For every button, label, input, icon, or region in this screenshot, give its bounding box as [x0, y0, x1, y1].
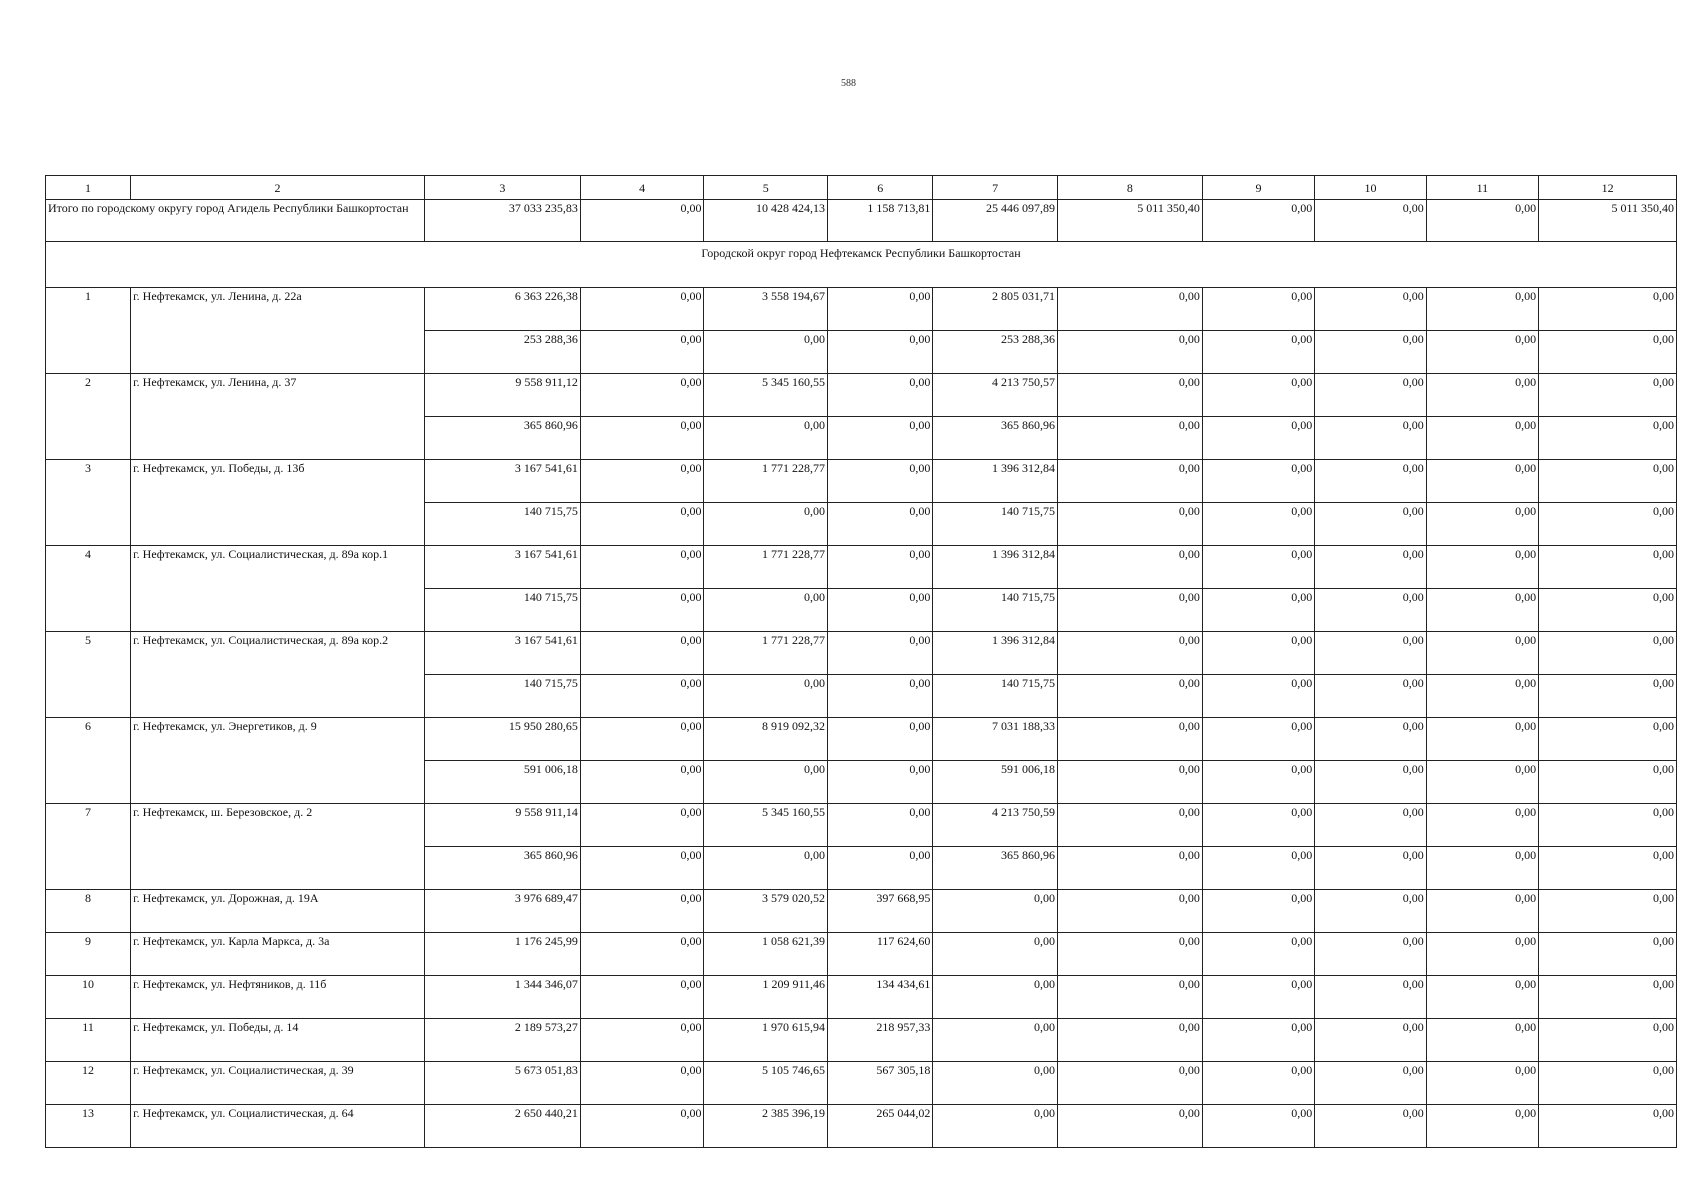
value-cell: 0,00: [1426, 804, 1538, 847]
value-cell: 0,00: [1315, 1019, 1426, 1062]
header-cell: 1: [46, 176, 131, 200]
value-cell: 0,00: [1315, 417, 1426, 460]
value-cell: 0,00: [1202, 933, 1314, 976]
value-cell: 0,00: [1426, 331, 1538, 374]
value-cell: 0,00: [828, 374, 933, 417]
value-cell: 2 805 031,71: [933, 288, 1058, 331]
value-cell: 0,00: [1202, 847, 1314, 890]
value-cell: 0,00: [580, 1019, 704, 1062]
value-cell: 0,00: [1539, 632, 1677, 675]
value-cell: 0,00: [1202, 761, 1314, 804]
value-cell: 265 044,02: [828, 1105, 933, 1148]
address-cell: г. Нефтекамск, ул. Энергетиков, д. 9: [131, 718, 425, 804]
value-cell: 3 976 689,47: [424, 890, 580, 933]
value-cell: 0,00: [1426, 1062, 1538, 1105]
value-cell: 218 957,33: [828, 1019, 933, 1062]
value-cell: 0,00: [580, 374, 704, 417]
value-cell: 0,00: [1539, 933, 1677, 976]
value-cell: 8 919 092,32: [704, 718, 828, 761]
value-cell: 0,00: [1539, 460, 1677, 503]
address-cell: г. Нефтекамск, ул. Карла Маркса, д. 3а: [131, 933, 425, 976]
total-value-cell: 10 428 424,13: [704, 200, 828, 242]
row-number-cell: 11: [46, 1019, 131, 1062]
header-cell: 2: [131, 176, 425, 200]
value-cell: 4 213 750,59: [933, 804, 1058, 847]
value-cell: 0,00: [1426, 460, 1538, 503]
address-cell: г. Нефтекамск, ул. Социалистическая, д. 39: [131, 1062, 425, 1105]
value-cell: 0,00: [828, 632, 933, 675]
value-cell: 0,00: [580, 675, 704, 718]
value-cell: 0,00: [1315, 374, 1426, 417]
value-cell: 2 650 440,21: [424, 1105, 580, 1148]
header-cell: 6: [828, 176, 933, 200]
table-row: [46, 804, 1677, 847]
value-cell: 15 950 280,65: [424, 718, 580, 761]
value-cell: 0,00: [1057, 374, 1202, 417]
row-number-cell: 3: [46, 460, 131, 546]
value-cell: 3 167 541,61: [424, 632, 580, 675]
value-cell: 0,00: [1315, 589, 1426, 632]
value-cell: 0,00: [1539, 847, 1677, 890]
value-cell: 140 715,75: [933, 675, 1058, 718]
value-cell: 397 668,95: [828, 890, 933, 933]
value-cell: 0,00: [1202, 1062, 1314, 1105]
value-cell: 0,00: [1202, 675, 1314, 718]
value-cell: 0,00: [1539, 288, 1677, 331]
header-cell: 7: [933, 176, 1058, 200]
value-cell: 365 860,96: [933, 847, 1058, 890]
value-cell: 0,00: [828, 546, 933, 589]
value-cell: 9 558 911,12: [424, 374, 580, 417]
value-cell: 3 558 194,67: [704, 288, 828, 331]
value-cell: 1 970 615,94: [704, 1019, 828, 1062]
value-cell: 0,00: [1426, 847, 1538, 890]
value-cell: 0,00: [1315, 761, 1426, 804]
value-cell: 6 363 226,38: [424, 288, 580, 331]
value-cell: 1 771 228,77: [704, 632, 828, 675]
address-cell: г. Нефтекамск, ш. Березовское, д. 2: [131, 804, 425, 890]
row-number-cell: 2: [46, 374, 131, 460]
value-cell: 0,00: [1057, 933, 1202, 976]
value-cell: 0,00: [933, 933, 1058, 976]
total-value-cell: 25 446 097,89: [933, 200, 1058, 242]
page-number: 588: [841, 78, 856, 89]
value-cell: 0,00: [1539, 374, 1677, 417]
data-table: [45, 175, 1677, 1148]
row-number-cell: 9: [46, 933, 131, 976]
value-cell: 0,00: [1202, 1105, 1314, 1148]
value-cell: 0,00: [1057, 847, 1202, 890]
value-cell: 0,00: [933, 1019, 1058, 1062]
value-cell: 253 288,36: [933, 331, 1058, 374]
value-cell: 0,00: [580, 589, 704, 632]
table-row: [46, 976, 1677, 1019]
value-cell: 0,00: [1426, 933, 1538, 976]
value-cell: 0,00: [828, 718, 933, 761]
value-cell: 0,00: [1202, 1019, 1314, 1062]
address-cell: г. Нефтекамск, ул. Социалистическая, д. 89а кор.2: [131, 632, 425, 718]
value-cell: 0,00: [1315, 632, 1426, 675]
row-number-cell: 13: [46, 1105, 131, 1148]
value-cell: 0,00: [580, 546, 704, 589]
table-row: [46, 460, 1677, 503]
value-cell: 0,00: [1057, 1105, 1202, 1148]
value-cell: 0,00: [580, 288, 704, 331]
value-cell: 0,00: [828, 761, 933, 804]
value-cell: 1 396 312,84: [933, 460, 1058, 503]
value-cell: 0,00: [828, 675, 933, 718]
value-cell: 0,00: [1315, 1105, 1426, 1148]
value-cell: 0,00: [580, 417, 704, 460]
value-cell: 140 715,75: [424, 589, 580, 632]
value-cell: 0,00: [1539, 1019, 1677, 1062]
value-cell: 0,00: [1202, 503, 1314, 546]
value-cell: 0,00: [1539, 890, 1677, 933]
value-cell: 365 860,96: [424, 847, 580, 890]
value-cell: 9 558 911,14: [424, 804, 580, 847]
total-value-cell: 5 011 350,40: [1057, 200, 1202, 242]
value-cell: 0,00: [1315, 331, 1426, 374]
value-cell: 0,00: [580, 331, 704, 374]
value-cell: 0,00: [1057, 288, 1202, 331]
row-number-cell: 8: [46, 890, 131, 933]
value-cell: 0,00: [1315, 546, 1426, 589]
value-cell: 1 176 245,99: [424, 933, 580, 976]
value-cell: 0,00: [1539, 331, 1677, 374]
value-cell: 2 189 573,27: [424, 1019, 580, 1062]
value-cell: 0,00: [1426, 503, 1538, 546]
value-cell: 0,00: [1202, 589, 1314, 632]
value-cell: 1 771 228,77: [704, 546, 828, 589]
table-row: [46, 890, 1677, 933]
value-cell: 0,00: [1057, 1062, 1202, 1105]
value-cell: 1 344 346,07: [424, 976, 580, 1019]
value-cell: 3 579 020,52: [704, 890, 828, 933]
value-cell: 0,00: [1315, 933, 1426, 976]
section-row: [46, 242, 1677, 288]
value-cell: 0,00: [580, 976, 704, 1019]
value-cell: 5 345 160,55: [704, 374, 828, 417]
table-row: [46, 288, 1677, 331]
value-cell: 0,00: [1426, 1105, 1538, 1148]
address-cell: г. Нефтекамск, ул. Победы, д. 14: [131, 1019, 425, 1062]
value-cell: 0,00: [1315, 675, 1426, 718]
value-cell: 0,00: [1202, 976, 1314, 1019]
total-row: [46, 200, 1677, 242]
value-cell: 0,00: [580, 718, 704, 761]
value-cell: 0,00: [580, 761, 704, 804]
value-cell: 0,00: [1057, 331, 1202, 374]
row-number-cell: 12: [46, 1062, 131, 1105]
value-cell: 0,00: [828, 847, 933, 890]
row-number-cell: 7: [46, 804, 131, 890]
value-cell: 1 396 312,84: [933, 632, 1058, 675]
value-cell: 0,00: [1426, 675, 1538, 718]
value-cell: 0,00: [1057, 976, 1202, 1019]
header-cell: 12: [1539, 176, 1677, 200]
value-cell: 0,00: [704, 417, 828, 460]
value-cell: 0,00: [580, 460, 704, 503]
value-cell: 0,00: [580, 933, 704, 976]
value-cell: 0,00: [704, 331, 828, 374]
value-cell: 140 715,75: [933, 589, 1058, 632]
value-cell: 0,00: [933, 890, 1058, 933]
value-cell: 0,00: [1539, 1105, 1677, 1148]
total-value-cell: 5 011 350,40: [1539, 200, 1677, 242]
value-cell: 0,00: [704, 761, 828, 804]
header-row: [46, 176, 1677, 200]
value-cell: 0,00: [1426, 417, 1538, 460]
value-cell: 0,00: [933, 976, 1058, 1019]
value-cell: 3 167 541,61: [424, 546, 580, 589]
value-cell: 0,00: [1539, 804, 1677, 847]
value-cell: 0,00: [580, 503, 704, 546]
table-row: [46, 374, 1677, 417]
value-cell: 0,00: [1539, 1062, 1677, 1105]
value-cell: 1 209 911,46: [704, 976, 828, 1019]
row-number-cell: 4: [46, 546, 131, 632]
value-cell: 0,00: [1057, 546, 1202, 589]
value-cell: 365 860,96: [424, 417, 580, 460]
value-cell: 0,00: [1202, 546, 1314, 589]
table-row: [46, 1062, 1677, 1105]
value-cell: 0,00: [1426, 546, 1538, 589]
value-cell: 1 058 621,39: [704, 933, 828, 976]
total-value-cell: 0,00: [580, 200, 704, 242]
value-cell: 0,00: [1202, 804, 1314, 847]
value-cell: 0,00: [1057, 718, 1202, 761]
value-cell: 0,00: [580, 804, 704, 847]
value-cell: 5 673 051,83: [424, 1062, 580, 1105]
value-cell: 0,00: [1539, 675, 1677, 718]
value-cell: 140 715,75: [424, 675, 580, 718]
value-cell: 0,00: [1057, 632, 1202, 675]
value-cell: 0,00: [1057, 804, 1202, 847]
value-cell: 0,00: [828, 589, 933, 632]
value-cell: 117 624,60: [828, 933, 933, 976]
total-label: Итого по городскому округу город Агидель Республики Башкортостан: [46, 200, 425, 242]
value-cell: 0,00: [1057, 589, 1202, 632]
value-cell: 0,00: [580, 890, 704, 933]
value-cell: 0,00: [1315, 804, 1426, 847]
value-cell: 0,00: [1315, 847, 1426, 890]
value-cell: 0,00: [1315, 460, 1426, 503]
header-cell: 9: [1202, 176, 1314, 200]
value-cell: 0,00: [1426, 589, 1538, 632]
value-cell: 0,00: [1539, 589, 1677, 632]
address-cell: г. Нефтекамск, ул. Ленина, д. 37: [131, 374, 425, 460]
value-cell: 1 771 228,77: [704, 460, 828, 503]
value-cell: 140 715,75: [933, 503, 1058, 546]
value-cell: 134 434,61: [828, 976, 933, 1019]
value-cell: 140 715,75: [424, 503, 580, 546]
value-cell: 0,00: [580, 847, 704, 890]
value-cell: 0,00: [1057, 675, 1202, 718]
value-cell: 0,00: [1426, 1019, 1538, 1062]
value-cell: 0,00: [1426, 718, 1538, 761]
value-cell: 0,00: [1315, 890, 1426, 933]
value-cell: 0,00: [1539, 761, 1677, 804]
value-cell: 0,00: [580, 1105, 704, 1148]
value-cell: 3 167 541,61: [424, 460, 580, 503]
row-number-cell: 1: [46, 288, 131, 374]
header-cell: 5: [704, 176, 828, 200]
value-cell: 0,00: [1057, 460, 1202, 503]
table-row: [46, 1019, 1677, 1062]
value-cell: 5 105 746,65: [704, 1062, 828, 1105]
value-cell: 1 396 312,84: [933, 546, 1058, 589]
value-cell: 0,00: [704, 847, 828, 890]
total-value-cell: 37 033 235,83: [424, 200, 580, 242]
value-cell: 5 345 160,55: [704, 804, 828, 847]
address-cell: г. Нефтекамск, ул. Социалистическая, д. 89а кор.1: [131, 546, 425, 632]
total-value-cell: 1 158 713,81: [828, 200, 933, 242]
value-cell: 0,00: [1539, 417, 1677, 460]
value-cell: 0,00: [1202, 890, 1314, 933]
value-cell: 0,00: [1426, 632, 1538, 675]
value-cell: 567 305,18: [828, 1062, 933, 1105]
value-cell: 0,00: [1315, 288, 1426, 331]
value-cell: 0,00: [1057, 890, 1202, 933]
value-cell: 0,00: [1315, 976, 1426, 1019]
value-cell: 7 031 188,33: [933, 718, 1058, 761]
header-cell: 11: [1426, 176, 1538, 200]
header-cell: 10: [1315, 176, 1426, 200]
value-cell: 0,00: [1202, 374, 1314, 417]
row-number-cell: 10: [46, 976, 131, 1019]
header-cell: 3: [424, 176, 580, 200]
value-cell: 0,00: [1539, 503, 1677, 546]
value-cell: 0,00: [580, 1062, 704, 1105]
value-cell: 591 006,18: [424, 761, 580, 804]
value-cell: 0,00: [1539, 546, 1677, 589]
value-cell: 0,00: [1539, 976, 1677, 1019]
value-cell: 0,00: [1426, 761, 1538, 804]
value-cell: 0,00: [704, 503, 828, 546]
value-cell: 0,00: [933, 1062, 1058, 1105]
value-cell: 0,00: [1426, 890, 1538, 933]
table-row: [46, 718, 1677, 761]
value-cell: 0,00: [1426, 374, 1538, 417]
table-row: [46, 1105, 1677, 1148]
value-cell: 0,00: [828, 417, 933, 460]
header-cell: 4: [580, 176, 704, 200]
value-cell: 0,00: [1202, 288, 1314, 331]
address-cell: г. Нефтекамск, ул. Ленина, д. 22а: [131, 288, 425, 374]
value-cell: 0,00: [1426, 288, 1538, 331]
value-cell: 0,00: [933, 1105, 1058, 1148]
address-cell: г. Нефтекамск, ул. Дорожная, д. 19А: [131, 890, 425, 933]
value-cell: 0,00: [704, 589, 828, 632]
value-cell: 253 288,36: [424, 331, 580, 374]
value-cell: 0,00: [580, 632, 704, 675]
value-cell: 4 213 750,57: [933, 374, 1058, 417]
value-cell: 0,00: [828, 331, 933, 374]
value-cell: 0,00: [828, 804, 933, 847]
value-cell: 0,00: [1057, 503, 1202, 546]
value-cell: 0,00: [1315, 718, 1426, 761]
total-value-cell: 0,00: [1315, 200, 1426, 242]
value-cell: 0,00: [1315, 1062, 1426, 1105]
value-cell: 591 006,18: [933, 761, 1058, 804]
value-cell: 0,00: [1057, 761, 1202, 804]
value-cell: 0,00: [1539, 718, 1677, 761]
total-value-cell: 0,00: [1202, 200, 1314, 242]
value-cell: 0,00: [1202, 632, 1314, 675]
section-title: Городской округ город Нефтекамск Республики Башкортостан: [46, 242, 1677, 288]
value-cell: 0,00: [1057, 417, 1202, 460]
row-number-cell: 5: [46, 632, 131, 718]
address-cell: г. Нефтекамск, ул. Победы, д. 13б: [131, 460, 425, 546]
value-cell: 0,00: [828, 460, 933, 503]
value-cell: 0,00: [828, 503, 933, 546]
value-cell: 0,00: [704, 675, 828, 718]
value-cell: 0,00: [1202, 331, 1314, 374]
value-cell: 0,00: [1202, 718, 1314, 761]
header-cell: 8: [1057, 176, 1202, 200]
address-cell: г. Нефтекамск, ул. Социалистическая, д. 64: [131, 1105, 425, 1148]
table-row: [46, 632, 1677, 675]
value-cell: 0,00: [1202, 460, 1314, 503]
value-cell: 0,00: [1315, 503, 1426, 546]
value-cell: 0,00: [828, 288, 933, 331]
value-cell: 2 385 396,19: [704, 1105, 828, 1148]
address-cell: г. Нефтекамск, ул. Нефтяников, д. 11б: [131, 976, 425, 1019]
total-value-cell: 0,00: [1426, 200, 1538, 242]
table-row: [46, 546, 1677, 589]
value-cell: 0,00: [1057, 1019, 1202, 1062]
value-cell: 0,00: [1202, 417, 1314, 460]
row-number-cell: 6: [46, 718, 131, 804]
value-cell: 365 860,96: [933, 417, 1058, 460]
table-row: [46, 933, 1677, 976]
value-cell: 0,00: [1426, 976, 1538, 1019]
